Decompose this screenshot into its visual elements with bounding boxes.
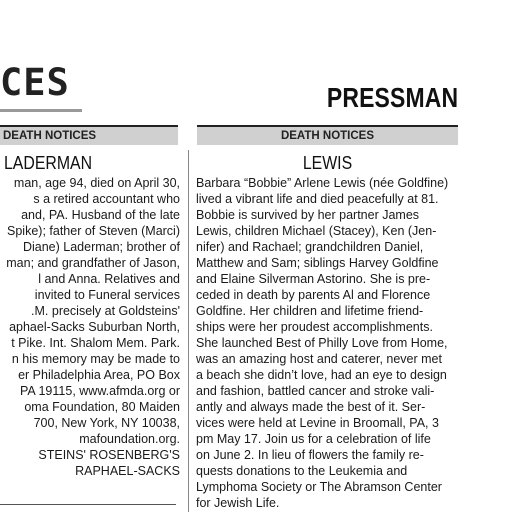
- right-notice-name: LEWIS: [302, 153, 353, 173]
- notice-line: and, PA. Husband of the late: [21, 208, 180, 222]
- notice-line: invited to Funeral services: [34, 288, 180, 302]
- notice-line: pm May 17. Join us for a celebration of life: [196, 432, 431, 446]
- notice-line: She launched Best of Philly Love from Home,: [196, 336, 448, 350]
- notice-line: er Philadelphia Area, PO Box: [18, 368, 180, 382]
- notice-line: Bobbie is survived by her partner James: [196, 208, 420, 222]
- notice-line: .M. precisely at Goldsteins': [31, 304, 180, 318]
- notice-line: n his memory may be made to: [11, 352, 180, 366]
- notice-line: lived a vibrant life and died peacefully at 81.: [196, 192, 439, 206]
- notice-line: STEINS' ROSENBERG'S: [38, 448, 180, 462]
- notice-line: antly and always made the best of it. Ser-: [196, 400, 426, 414]
- left-bottom-rule: [0, 504, 176, 505]
- notice-line: was an amazing host and caterer, never met: [196, 352, 442, 366]
- left-notice-name: LADERMAN: [4, 153, 93, 173]
- left-header-rule: [0, 109, 82, 112]
- notice-line: Matthew and Sam; siblings Harvey Goldfine: [196, 256, 439, 270]
- notice-line: 700, New York, NY 10038,: [33, 416, 180, 430]
- notice-line: Goldfine. Her children and lifetime friend-: [196, 304, 424, 318]
- right-section-label: DEATH NOTICES: [197, 125, 458, 145]
- notice-line: man, age 94, died on April 30,: [13, 176, 180, 190]
- notice-line: Diane) Laderman; brother of: [22, 240, 180, 254]
- right-page-header: PRESSMAN: [326, 82, 458, 113]
- notice-line: on June 2. In lieu of flowers the family re-: [196, 448, 424, 462]
- left-section-label: DEATH NOTICES: [0, 125, 178, 145]
- left-notice-body: [6, 175, 180, 479]
- notice-line: Lymphoma Society or The Abramson Center: [196, 480, 442, 494]
- notice-line: Barbara “Bobbie” Arlene Lewis (née Goldfine): [196, 176, 449, 190]
- notice-line: s a retired accountant who: [33, 192, 180, 206]
- notice-line: mafoundation.org.: [79, 432, 180, 446]
- notice-line: t Pike. Int. Shalom Mem. Park.: [11, 336, 180, 350]
- notice-line: a beach she didn’t love, had an eye to design: [196, 368, 447, 382]
- column-divider: [188, 150, 189, 512]
- notice-line: Lewis, children Michael (Stacey), Ken (Jen-: [196, 224, 437, 238]
- notice-line: vices were held at Levine in Broomall, PA, 3: [196, 416, 439, 430]
- notice-line: ships were her proudest accomplishments.: [196, 320, 433, 334]
- notice-line: RAPHAEL-SACKS: [75, 464, 180, 478]
- notice-line: quests donations to the Leukemia and: [196, 464, 408, 478]
- notice-line: and Elaine Silverman Astorino. She is pre-: [196, 272, 431, 286]
- notice-line: ceded in death by parents Al and Florence: [196, 288, 431, 302]
- notice-line: and fashion, battled cancer and stroke vali-: [196, 384, 435, 398]
- notice-line: l and Anna. Relatives and: [38, 272, 180, 286]
- notice-line: aphael-Sacks Suburban North,: [9, 320, 180, 334]
- notice-line: PA 19115, www.afmda.org or: [19, 384, 180, 398]
- notice-line: nifer) and Rachael; grandchildren Daniel,: [196, 240, 424, 254]
- right-notice-body: [196, 175, 459, 511]
- notice-line: oma Foundation, 80 Maiden: [24, 400, 180, 414]
- left-page-header: CES: [0, 61, 70, 104]
- notice-line: Spike); father of Steven (Marci): [7, 224, 180, 238]
- notice-line: man; and grandfather of Jason,: [6, 256, 180, 270]
- notice-line: for Jewish Life.: [196, 496, 280, 510]
